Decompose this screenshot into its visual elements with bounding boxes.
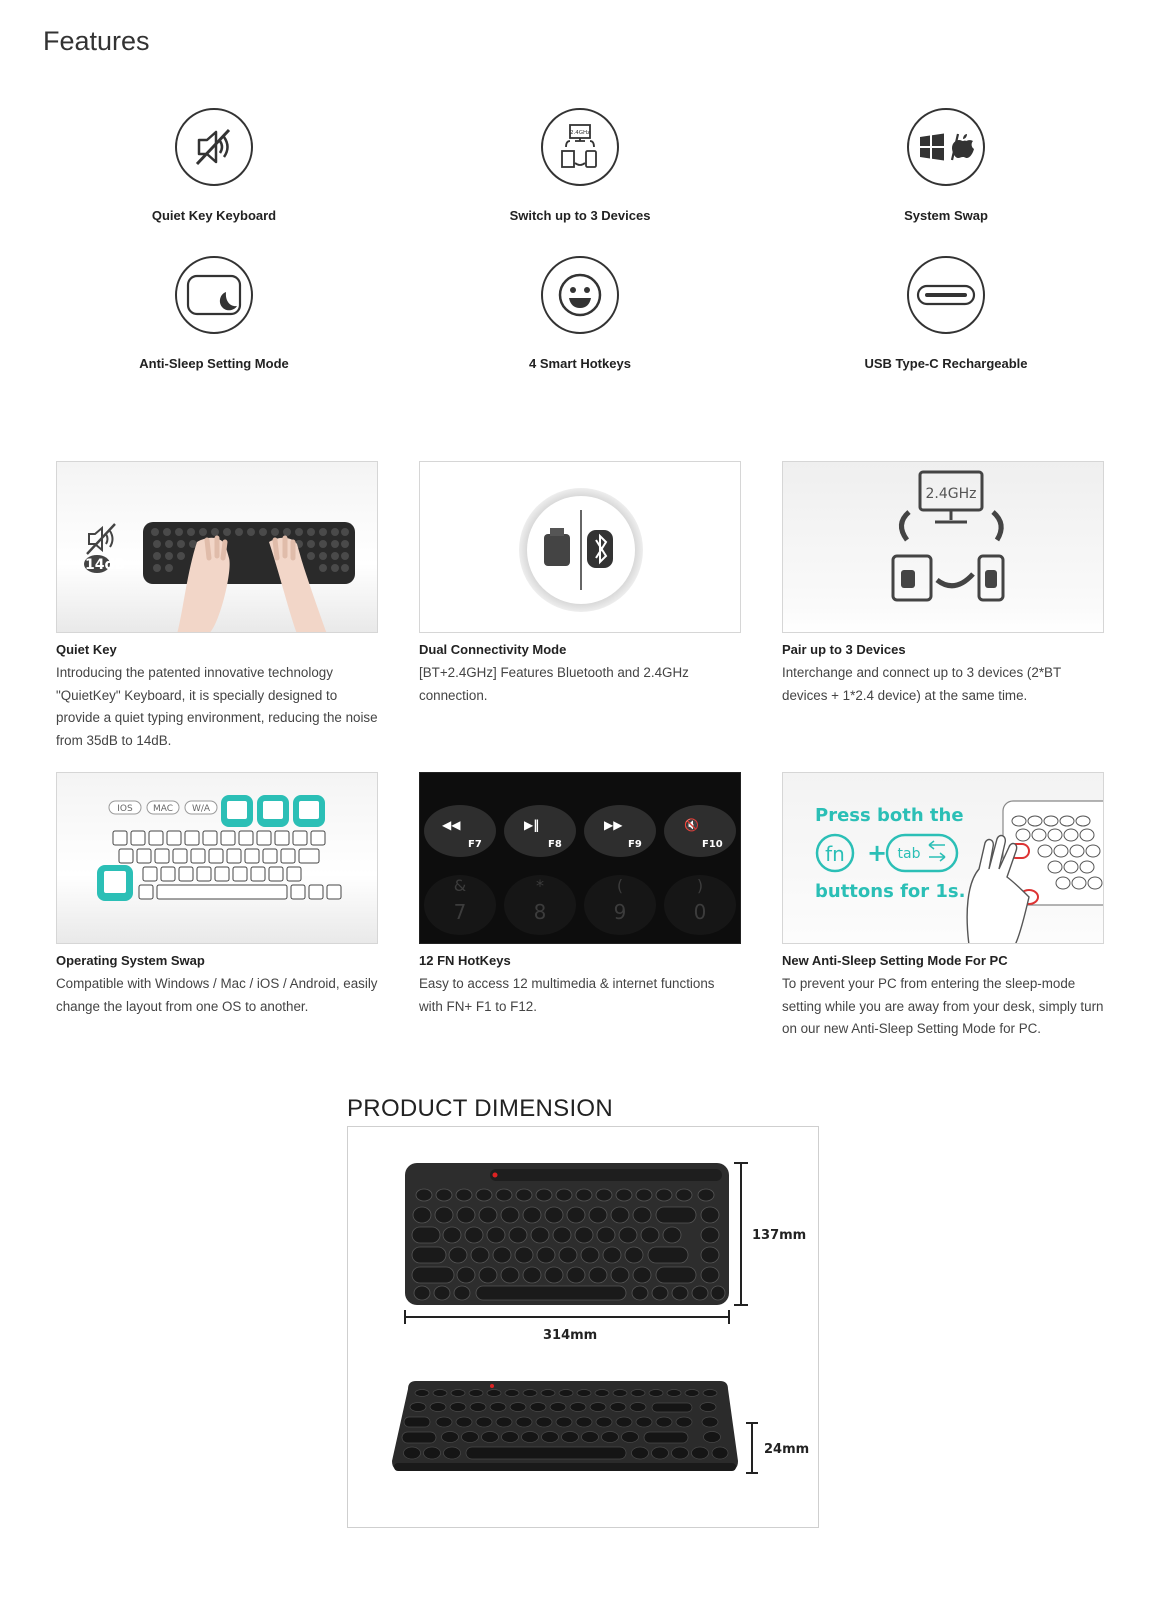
card-text: [BT+2.4GHz] Features Bluetooth and 2.4GHz connection.: [419, 665, 689, 703]
key-number: 9: [613, 900, 627, 924]
dimension-box: [347, 1126, 819, 1528]
switch-devices-icon: [541, 108, 619, 186]
keyboard-top-view: [405, 1163, 729, 1305]
tablet-icon: [893, 556, 931, 600]
card-title: Pair up to 3 Devices: [782, 642, 906, 657]
key-symbol: ): [696, 876, 704, 895]
monitor-icon: [920, 472, 982, 522]
fn-key-label: F7: [468, 839, 482, 850]
key-number: 0: [693, 900, 707, 924]
feature-smart-hotkeys: [450, 256, 710, 371]
keyboard-side-view: [392, 1381, 738, 1471]
usb-type-c-icon: [907, 256, 985, 334]
os-pill-ios: IOS: [117, 804, 133, 814]
dimension-title: PRODUCT DIMENSION: [347, 1095, 614, 1122]
svg-text:2.4GHz: 2.4GHz: [925, 486, 977, 502]
feature-label: Switch up to 3 Devices: [509, 208, 651, 223]
mute-icon: 🔇: [684, 818, 699, 832]
plus-sign: +: [867, 839, 888, 867]
feature-label: 4 Smart Hotkeys: [529, 356, 631, 371]
feature-switch-devices: [450, 108, 710, 223]
system-swap-icon: [907, 108, 985, 186]
card-dual-connectivity: [419, 461, 741, 707]
depth-label: 24mm: [764, 1442, 810, 1457]
card-text: Interchange and connect up to 3 devices (2*BT devices + 1*2.4 device) at the same time.: [782, 665, 1061, 703]
card-text: Compatible with Windows / Mac / iOS / Android, easily change the layout from one OS to another.: [56, 976, 378, 1014]
bluetooth-icon: [587, 530, 613, 568]
fn-key-label: F10: [702, 839, 723, 850]
width-marker: [405, 1310, 729, 1324]
key-number: 7: [453, 900, 467, 924]
feature-label: Anti-Sleep Setting Mode: [139, 356, 289, 371]
card-title: Operating System Swap: [56, 953, 205, 968]
play-pause-icon: ▶‖: [524, 818, 540, 832]
fast-forward-icon: ▶▶: [604, 818, 623, 832]
key-symbol: &: [453, 876, 467, 895]
card-title: Quiet Key: [56, 642, 117, 657]
pair-devices-image: [782, 461, 1104, 633]
key-number: 8: [533, 900, 547, 924]
card-fn-hotkeys: [419, 772, 741, 1018]
card-os-swap: [56, 772, 378, 1018]
feature-usb-c: [816, 256, 1076, 371]
os-swap-image: [56, 772, 378, 944]
tab-key-icon: [887, 835, 957, 871]
quiet-keyboard-icon: [175, 108, 253, 186]
height-marker: [734, 1163, 748, 1305]
card-title: 12 FN HotKeys: [419, 953, 511, 968]
card-quiet-key: [56, 461, 378, 752]
key-symbol: *: [536, 876, 544, 895]
smiley-icon: [541, 256, 619, 334]
quiet-key-image: [56, 461, 378, 633]
page-title: Features: [43, 26, 150, 56]
feature-anti-sleep: [84, 256, 344, 371]
rewind-icon: ◀◀: [442, 818, 461, 832]
depth-marker: [746, 1423, 758, 1473]
height-label: 137mm: [752, 1228, 807, 1243]
anti-sleep-image: [782, 772, 1104, 944]
noise-badge: 14dB: [85, 557, 126, 573]
key-symbol: (: [616, 876, 624, 895]
feature-label: Quiet Key Keyboard: [151, 208, 277, 223]
press-instruction: buttons for 1s.: [815, 881, 966, 902]
feature-quiet-key: [84, 108, 344, 223]
width-label: 314mm: [543, 1328, 598, 1343]
svg-text:fn: fn: [825, 842, 845, 866]
feature-system-swap: [816, 108, 1076, 223]
anti-sleep-icon: [175, 256, 253, 334]
fn-key-label: F8: [548, 839, 562, 850]
fn-hotkeys-image: [419, 772, 741, 944]
card-text: Easy to access 12 multimedia & internet functions with FN+ F1 to F12.: [419, 976, 715, 1014]
card-title: New Anti-Sleep Setting Mode For PC: [782, 953, 1008, 968]
feature-label: System Swap: [904, 208, 988, 223]
card-pair-devices: [782, 461, 1104, 707]
svg-text:tab: tab: [897, 846, 921, 862]
mute-speaker-icon: [87, 524, 115, 554]
card-text: To prevent your PC from entering the sleep-mode setting while you are away from your desk, simply turn on our new Anti-Sleep Setting Mode for PC.: [782, 976, 1104, 1036]
card-anti-sleep-pc: [782, 772, 1104, 1041]
os-pill-mac: MAC: [152, 804, 174, 814]
dual-connectivity-image: [419, 461, 741, 633]
svg-text:2.4GHz: 2.4GHz: [569, 130, 591, 136]
card-title: Dual Connectivity Mode: [419, 642, 567, 657]
fn-key-label: F9: [628, 839, 642, 850]
fn-key-icon: [817, 835, 853, 871]
feature-label: USB Type-C Rechargeable: [864, 356, 1028, 371]
card-text: Introducing the patented innovative technology "QuietKey" Keyboard, it is specially designed to provide a quiet typing environment, reducing the noise from 35dB to 14dB.: [56, 665, 378, 748]
os-pill-wa: W/A: [191, 804, 211, 814]
phone-icon: [979, 556, 1003, 600]
press-instruction: Press both the: [815, 805, 964, 826]
